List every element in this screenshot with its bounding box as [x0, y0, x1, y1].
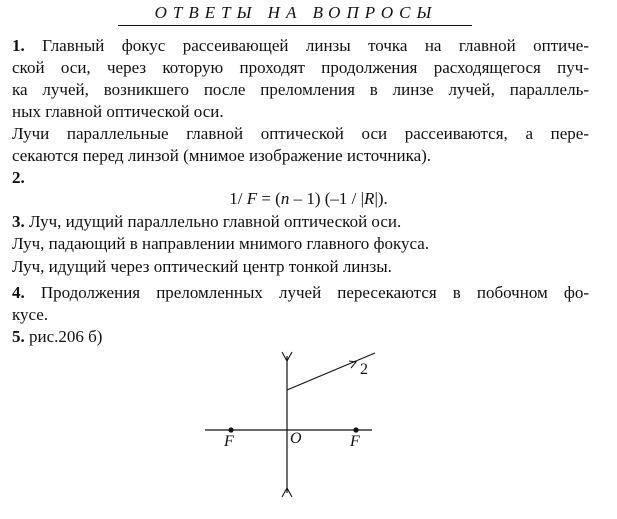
label-focus-left: F	[224, 433, 234, 450]
answer-3-line-3: Луч, идущий через оптический центр тонкой линзы.	[12, 257, 392, 276]
answer-2-number: 2.	[12, 168, 25, 187]
formula-f: F	[246, 189, 258, 208]
answer-1-line-3: ка лучей, возникшего после преломления в линзе лучей, параллель-	[12, 80, 589, 99]
answer-1-line-4: ных главной оптической оси.	[12, 102, 224, 121]
formula-mid-1: = (	[257, 189, 281, 208]
answer-5-number: 5.	[12, 327, 25, 346]
focus-point-right	[353, 427, 358, 432]
answer-1-line-2: ской оси, через которую проходят продолжения расходящегося пуч-	[12, 58, 589, 77]
answer-1-number: 1.	[12, 36, 25, 55]
formula-n: n	[280, 189, 290, 208]
answer-1-text-1: Главный фокус рассеивающей линзы точка на главной оптиче-	[42, 36, 589, 55]
section-title: ОТВЕТЫ НА ВОПРОСЫ	[154, 3, 438, 22]
answer-3-line-2: Луч, падающий в направлении мнимого главного фокуса.	[12, 234, 430, 253]
answer-5-text: рис.206 б)	[29, 327, 103, 346]
formula-r: R	[364, 189, 375, 208]
label-ray-2: 2	[360, 361, 368, 378]
focus-point-left	[228, 427, 233, 432]
answer-1-line-6: секаются перед линзой (мнимое изображение источника).	[12, 146, 432, 165]
label-optical-center: O	[290, 430, 302, 447]
formula-mid-2: – 1) (–1 / |	[289, 189, 365, 208]
answer-4-text-1: Продолжения преломленных лучей пересекаются в побочном фо-	[40, 283, 590, 302]
answer-1-line-5: Лучи параллельные главной оптической оси рассеиваются, а пере-	[12, 124, 589, 143]
formula-prefix: 1/	[229, 189, 247, 208]
answer-3-number: 3.	[12, 212, 25, 231]
answer-3-text-1: Луч, идущий параллельно главной оптической оси.	[29, 212, 402, 231]
label-focus-right: F	[350, 433, 360, 450]
formula-suffix: |).	[374, 189, 388, 208]
answer-4-line-2: кусе.	[12, 305, 49, 324]
answer-4-number: 4.	[12, 283, 25, 302]
